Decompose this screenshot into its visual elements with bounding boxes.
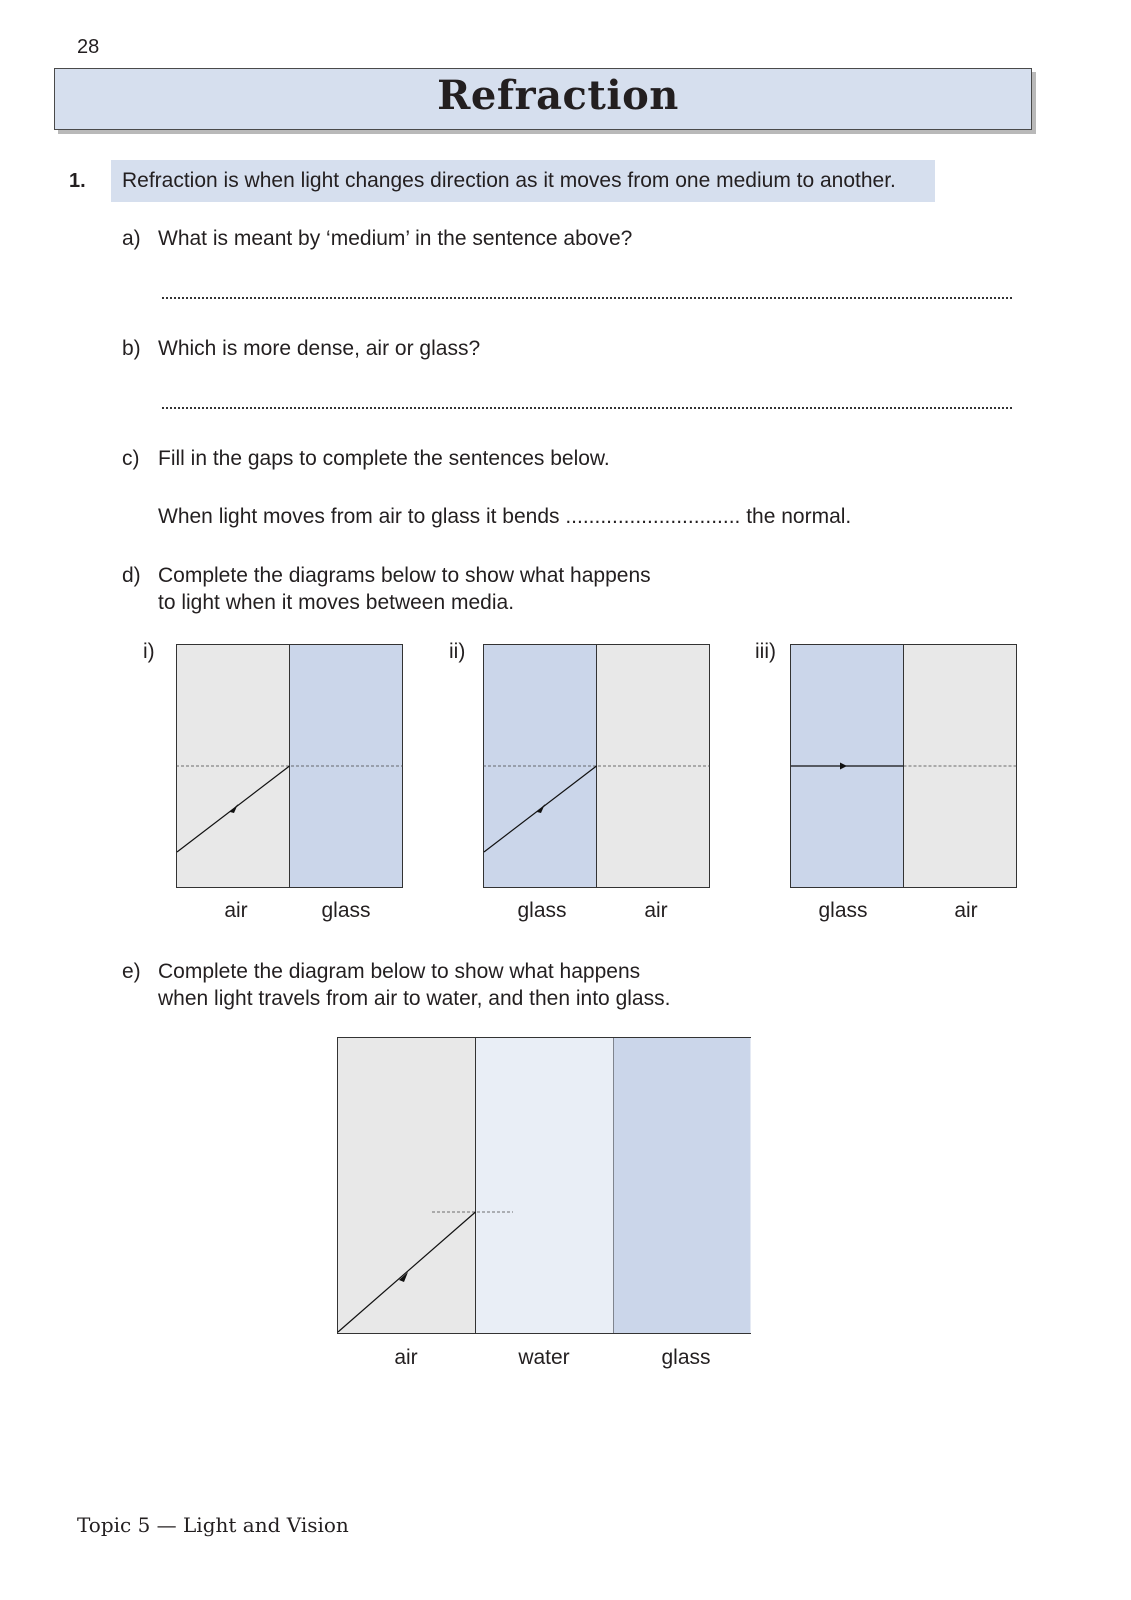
diagram-e-glass-label: glass <box>661 1346 711 1369</box>
diagram-e <box>337 1037 751 1335</box>
answer-line-a[interactable] <box>162 297 1012 299</box>
question-number: 1. <box>69 170 86 192</box>
diagram-iii-right-label: air <box>954 899 978 922</box>
part-e-line2: when light travels from air to water, and then into glass. <box>158 987 671 1010</box>
diagram-i-right-label: glass <box>321 899 371 922</box>
diagram-iii <box>790 644 1019 889</box>
question-intro: Refraction is when light changes direction as it moves from one medium to another. <box>122 169 896 192</box>
diagram-ii-right-label: air <box>644 899 668 922</box>
page-title: Refraction <box>437 72 679 119</box>
part-c-label: c) <box>122 447 140 470</box>
diagram-ii-left-label: glass <box>517 899 567 922</box>
diagram-iii-numeral: iii) <box>755 640 776 663</box>
page-number: 28 <box>77 36 100 58</box>
part-a-text: What is meant by ‘medium’ in the sentence above? <box>158 227 633 250</box>
diagram-i-numeral: i) <box>143 640 155 663</box>
part-d-line1: Complete the diagrams below to show what happens <box>158 564 651 587</box>
diagram-ii-numeral: ii) <box>449 640 466 663</box>
diagram-e-water-label: water <box>518 1346 570 1369</box>
diagram-i-left-label: air <box>224 899 248 922</box>
diagram-e-glass-region <box>614 1038 751 1334</box>
diagram-iii-left-label: glass <box>818 899 868 922</box>
answer-line-b[interactable] <box>162 407 1012 409</box>
diagram-e-water-region <box>476 1038 614 1334</box>
footer-topic: Topic 5 — Light and Vision <box>77 1513 349 1537</box>
part-b-text: Which is more dense, air or glass? <box>158 337 481 360</box>
part-c-text: Fill in the gaps to complete the sentences below. <box>158 447 610 470</box>
part-c-sentence: When light moves from air to glass it bends .............................. the normal. <box>158 505 852 528</box>
diagram-ii <box>483 644 712 889</box>
diagram-e-air-label: air <box>394 1346 418 1369</box>
part-d-line2: to light when it moves between media. <box>158 591 515 614</box>
part-a-label: a) <box>122 227 141 250</box>
part-e-label: e) <box>122 960 141 983</box>
diagram-e-air-region <box>338 1038 476 1334</box>
part-b-label: b) <box>122 337 141 360</box>
part-e-line1: Complete the diagram below to show what happens <box>158 960 641 983</box>
part-d-label: d) <box>122 564 141 587</box>
diagram-i <box>176 644 405 889</box>
